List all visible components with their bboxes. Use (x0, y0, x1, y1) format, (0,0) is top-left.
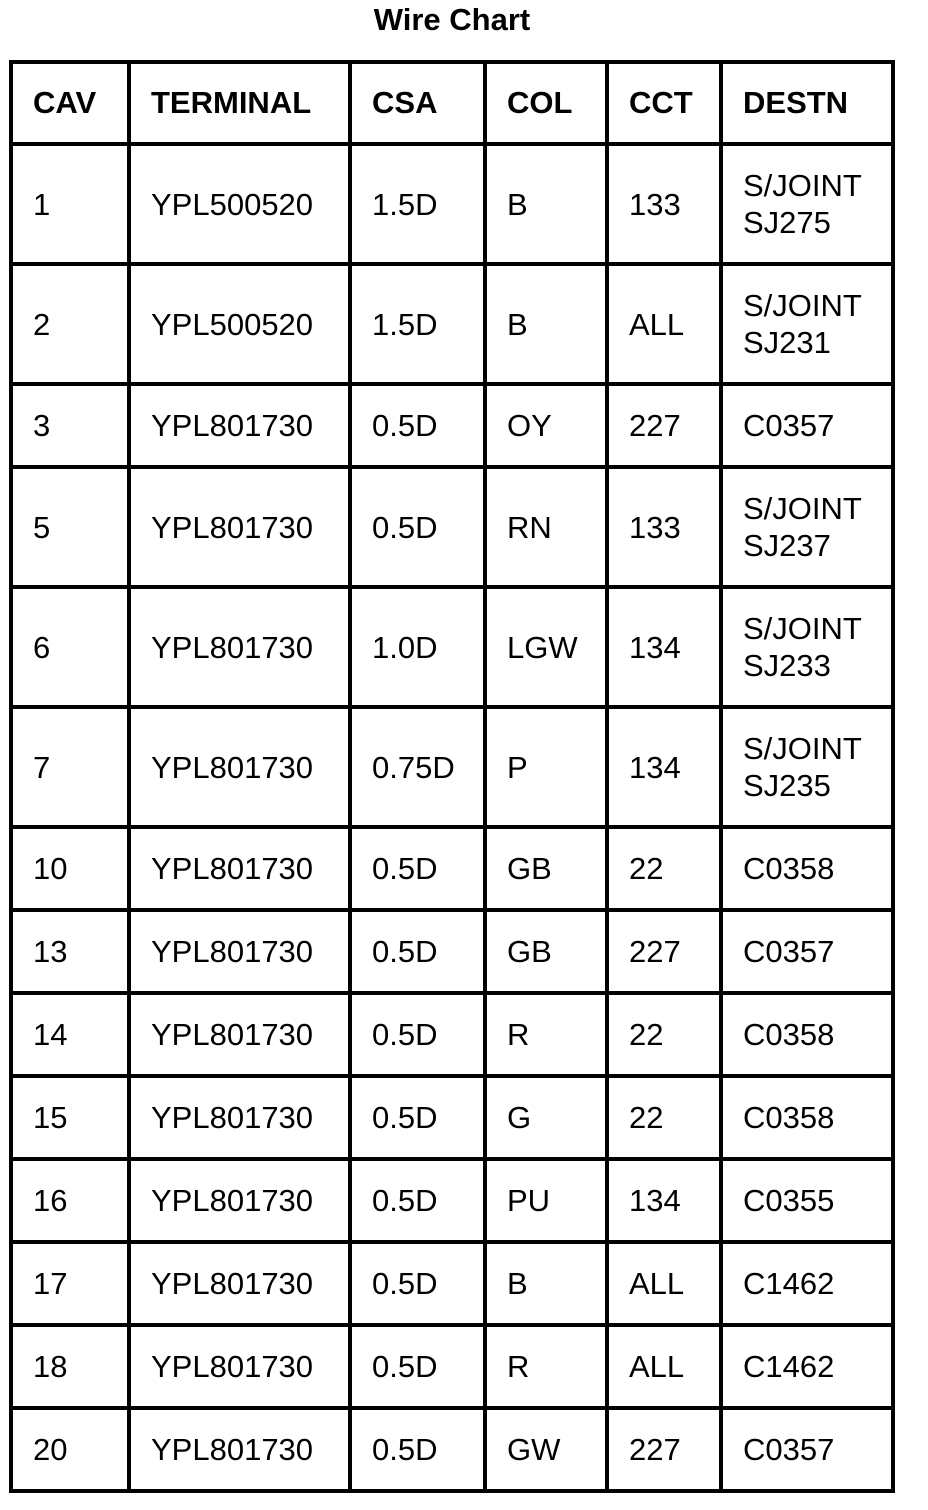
cell-terminal: YPL801730 (129, 1408, 350, 1491)
cell-col: P (485, 707, 607, 827)
cell-destn (721, 264, 893, 384)
cell-csa: 0.75D (350, 707, 485, 827)
cell-csa: 0.5D (350, 467, 485, 587)
table-row (11, 467, 893, 587)
cell-cct: ALL (607, 1325, 721, 1408)
table-row (11, 910, 893, 993)
cell-col: OY (485, 384, 607, 467)
cell-destn (721, 1325, 893, 1408)
cell-destn (721, 384, 893, 467)
table-row (11, 993, 893, 1076)
cell-col: GB (485, 910, 607, 993)
table-row (11, 827, 893, 910)
cell-destn (721, 1076, 893, 1159)
cell-csa: 1.5D (350, 264, 485, 384)
cell-cav: 14 (11, 993, 129, 1076)
cell-terminal: YPL801730 (129, 1076, 350, 1159)
cell-cct: 227 (607, 910, 721, 993)
cell-cct: ALL (607, 1242, 721, 1325)
cell-col: G (485, 1076, 607, 1159)
cell-cav: 7 (11, 707, 129, 827)
column-header-csa: CSA (350, 62, 485, 144)
destn-line: SJ233 (743, 648, 831, 683)
destn-line: SJ235 (743, 768, 831, 803)
table-row (11, 1242, 893, 1325)
destn-line: SJ237 (743, 528, 831, 563)
cell-csa: 0.5D (350, 1076, 485, 1159)
cell-csa: 0.5D (350, 384, 485, 467)
cell-col: B (485, 144, 607, 264)
cell-terminal: YPL500520 (129, 144, 350, 264)
destn-line: C0358 (743, 1100, 835, 1135)
cell-cav: 13 (11, 910, 129, 993)
wire-chart-table (9, 60, 895, 1493)
destn-line: C0358 (743, 851, 835, 886)
table-row (11, 587, 893, 707)
cell-col: RN (485, 467, 607, 587)
cell-cct: 134 (607, 587, 721, 707)
destn-line: C0357 (743, 1432, 835, 1467)
cell-cav: 18 (11, 1325, 129, 1408)
cell-terminal: YPL801730 (129, 910, 350, 993)
cell-csa: 0.5D (350, 910, 485, 993)
table-row (11, 1325, 893, 1408)
cell-destn (721, 1408, 893, 1491)
cell-csa: 0.5D (350, 1159, 485, 1242)
cell-cct: ALL (607, 264, 721, 384)
column-header-cct: CCT (607, 62, 721, 144)
cell-col: R (485, 1325, 607, 1408)
cell-col: B (485, 1242, 607, 1325)
cell-col: LGW (485, 587, 607, 707)
cell-destn (721, 1242, 893, 1325)
table-row (11, 707, 893, 827)
cell-csa: 0.5D (350, 1408, 485, 1491)
destn-line: S/JOINT (743, 731, 862, 766)
cell-terminal: YPL500520 (129, 264, 350, 384)
cell-destn (721, 707, 893, 827)
destn-line: S/JOINT (743, 491, 862, 526)
destn-line: SJ275 (743, 205, 831, 240)
destn-line: SJ231 (743, 325, 831, 360)
cell-csa: 0.5D (350, 827, 485, 910)
table-body (11, 144, 893, 1491)
destn-line: S/JOINT (743, 611, 862, 646)
cell-cct: 134 (607, 1159, 721, 1242)
cell-cav: 10 (11, 827, 129, 910)
destn-line: C0358 (743, 1017, 835, 1052)
cell-terminal: YPL801730 (129, 1159, 350, 1242)
cell-cct: 22 (607, 827, 721, 910)
cell-terminal: YPL801730 (129, 707, 350, 827)
destn-line: C0357 (743, 408, 835, 443)
cell-destn (721, 1159, 893, 1242)
table-row (11, 384, 893, 467)
cell-col: GW (485, 1408, 607, 1491)
cell-cav: 1 (11, 144, 129, 264)
cell-csa: 1.5D (350, 144, 485, 264)
cell-terminal: YPL801730 (129, 1325, 350, 1408)
cell-csa: 0.5D (350, 1325, 485, 1408)
table-row (11, 144, 893, 264)
cell-cct: 133 (607, 144, 721, 264)
page-title: Wire Chart (373, 2, 531, 37)
cell-cav: 2 (11, 264, 129, 384)
cell-destn (721, 587, 893, 707)
table-header-row (11, 62, 893, 144)
cell-destn (721, 993, 893, 1076)
cell-destn (721, 827, 893, 910)
destn-line: C0355 (743, 1183, 835, 1218)
destn-line: C0357 (743, 934, 835, 969)
table-row (11, 1159, 893, 1242)
cell-destn (721, 144, 893, 264)
column-header-terminal: TERMINAL (129, 62, 350, 144)
cell-cav: 17 (11, 1242, 129, 1325)
cell-terminal: YPL801730 (129, 993, 350, 1076)
cell-csa: 0.5D (350, 993, 485, 1076)
cell-cav: 20 (11, 1408, 129, 1491)
column-header-cav: CAV (11, 62, 129, 144)
cell-cav: 15 (11, 1076, 129, 1159)
destn-line: S/JOINT (743, 288, 862, 323)
cell-cct: 134 (607, 707, 721, 827)
column-header-col: COL (485, 62, 607, 144)
cell-col: PU (485, 1159, 607, 1242)
cell-terminal: YPL801730 (129, 384, 350, 467)
cell-terminal: YPL801730 (129, 1242, 350, 1325)
cell-cct: 133 (607, 467, 721, 587)
cell-destn (721, 467, 893, 587)
cell-col: R (485, 993, 607, 1076)
cell-cct: 22 (607, 1076, 721, 1159)
cell-cct: 227 (607, 1408, 721, 1491)
cell-cav: 3 (11, 384, 129, 467)
cell-cav: 5 (11, 467, 129, 587)
cell-col: B (485, 264, 607, 384)
table-row (11, 1408, 893, 1491)
column-header-destn: DESTN (721, 62, 893, 144)
table-row (11, 1076, 893, 1159)
cell-csa: 0.5D (350, 1242, 485, 1325)
cell-cct: 22 (607, 993, 721, 1076)
destn-line: C1462 (743, 1266, 835, 1301)
cell-terminal: YPL801730 (129, 827, 350, 910)
cell-col: GB (485, 827, 607, 910)
cell-cct: 227 (607, 384, 721, 467)
cell-terminal: YPL801730 (129, 587, 350, 707)
table-row (11, 264, 893, 384)
cell-cav: 16 (11, 1159, 129, 1242)
destn-line: C1462 (743, 1349, 835, 1384)
cell-cav: 6 (11, 587, 129, 707)
cell-terminal: YPL801730 (129, 467, 350, 587)
destn-line: S/JOINT (743, 168, 862, 203)
cell-csa: 1.0D (350, 587, 485, 707)
cell-destn (721, 910, 893, 993)
